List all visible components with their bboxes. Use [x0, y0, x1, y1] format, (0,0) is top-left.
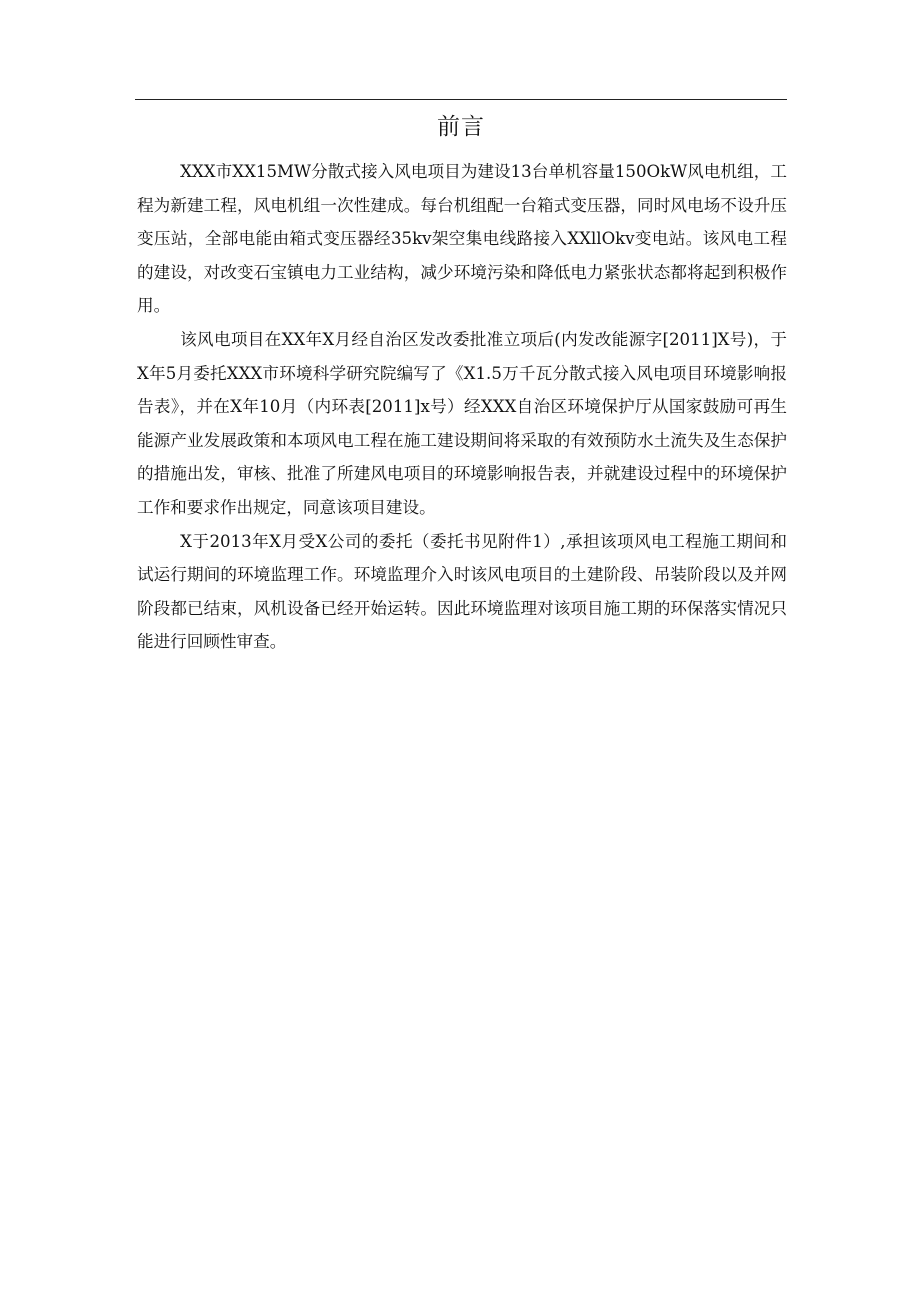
page-title: 前言 [437, 114, 485, 140]
header-rule [135, 99, 787, 100]
paragraph-2: 该风电项目在XX年X月经自治区发改委批准立项后(内发改能源字[2011]X号)，于X年5月委托XXX市环境科学研究院编写了《X1.5万千瓦分散式接入风电项目环境影响报告表》，并在X年10月（内环表[2011]x号）经XXX自治区环境保护厅从国家鼓励可再生能源产业发展政策和本项风电工程在施工建设期间将采取的有效预防水土流失及生态保护的措施出发，审核、批准了所建风电项目的环境影响报告表，并就建设过程中的环境保护工作和要求作出规定，同意该项目建设。 [137, 329, 787, 517]
body-text [137, 155, 787, 659]
paragraph-3: X于2013年X月受X公司的委托（委托书见附件1）,承担该项风电工程施工期间和试运行期间的环境监理工作。环境监理介入时该风电项目的土建阶段、吊装阶段以及并网阶段都已结束，风机设备已经开始运转。因此环境监理对该项目施工期的环保落实情况只能进行回顾性审查。 [137, 531, 787, 652]
paragraph-1: XXX市XX15MW分散式接入风电项目为建设13台单机容量150OkW风电机组，工程为新建工程，风电机组一次性建成。每台机组配一台箱式变压器，同时风电场不设升压变压站，全部电能由箱式变压器经35kv架空集电线路接入XXllOkv变电站。该风电工程的建设，对改变石宝镇电力工业结构，减少环境污染和降低电力紧张状态都将起到积极作用。 [137, 162, 787, 316]
